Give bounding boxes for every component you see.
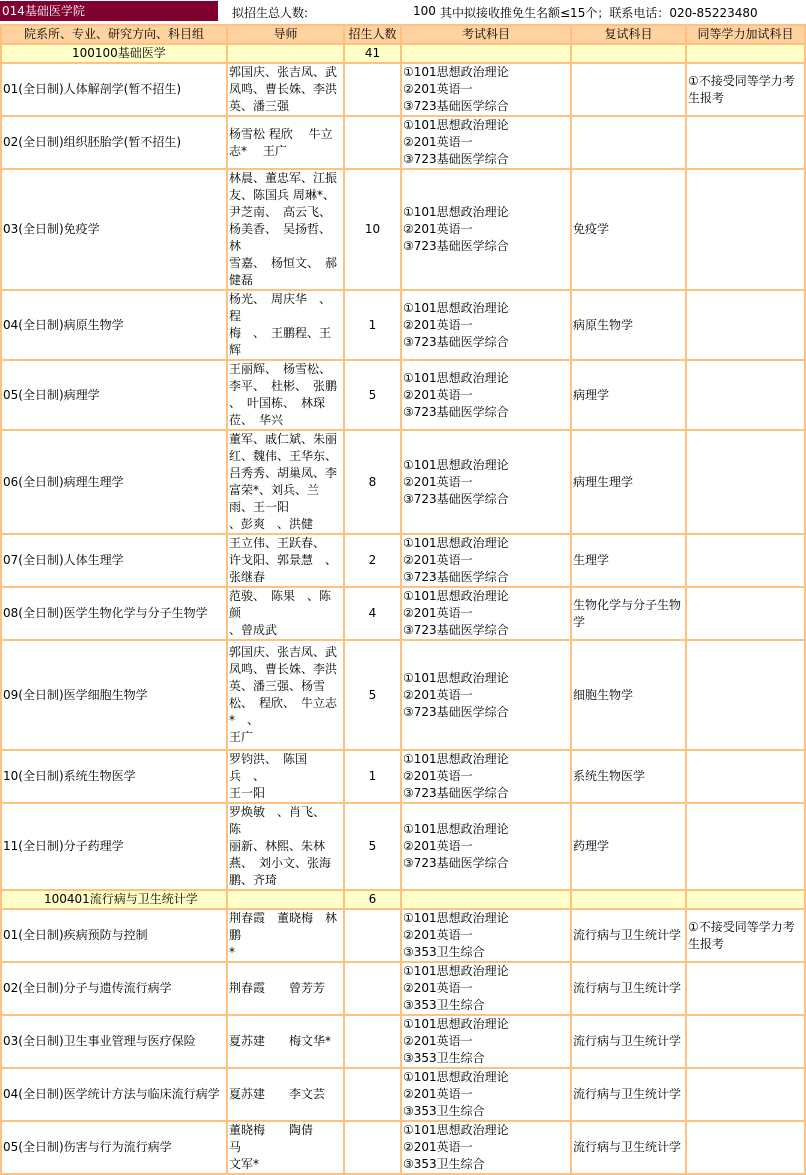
table-row bbox=[2, 910, 804, 961]
retest-cell: 流行病与卫生统计学 bbox=[572, 1016, 685, 1067]
advisor-line: 王广 bbox=[229, 730, 254, 744]
advisor-line: 荆春霞 曾芳芳 bbox=[229, 981, 326, 995]
direction-cell: 02(全日制)分子与遗传流行病学 bbox=[2, 963, 226, 1014]
exam-subject-line: ③723基础医学综合 bbox=[403, 239, 509, 253]
retest-cell: 病原生物学 bbox=[572, 291, 685, 359]
column-header: 同等学力加试科目 bbox=[687, 26, 804, 43]
retest-cell: 流行病与卫生统计学 bbox=[572, 1122, 685, 1173]
advisors-cell bbox=[228, 361, 343, 429]
table-row bbox=[2, 751, 804, 802]
advisors-cell bbox=[228, 804, 343, 889]
retest-cell: 系统生物医学 bbox=[572, 751, 685, 802]
advisor-line: 莅、 华兴 bbox=[229, 413, 284, 427]
exam-subjects-cell bbox=[402, 963, 570, 1014]
major-title-text: 100100基础医学 bbox=[72, 46, 166, 60]
exam-subject-line: ①101思想政治理论 bbox=[403, 370, 509, 385]
exam-subject-line: ②201英语一 bbox=[403, 387, 473, 402]
major-empty-cell bbox=[687, 45, 804, 62]
advisor-line: 罗焕敏 、肖飞、 陈 bbox=[229, 805, 332, 836]
extra-exam-cell bbox=[687, 361, 804, 429]
count-cell: 1 bbox=[345, 751, 400, 802]
direction-cell: 04(全日制)病原生物学 bbox=[2, 291, 226, 359]
column-header: 考试科目 bbox=[402, 26, 570, 43]
table-row bbox=[2, 117, 804, 168]
exam-subject-line: ③723基础医学综合 bbox=[403, 704, 509, 719]
direction-cell: 11(全日制)分子药理学 bbox=[2, 804, 226, 889]
exam-subject-line: ②201英语一 bbox=[403, 553, 473, 567]
direction-cell: 01(全日制)人体解剖学(暂不招生) bbox=[2, 64, 226, 115]
retest-cell: 生理学 bbox=[572, 535, 685, 586]
direction-cell: 01(全日制)疾病预防与控制 bbox=[2, 910, 226, 961]
major-row bbox=[2, 891, 804, 908]
table-row bbox=[2, 1122, 804, 1173]
advisors-cell bbox=[228, 588, 343, 639]
exam-subject-line: ②201英语一 bbox=[403, 82, 473, 96]
table-row bbox=[2, 170, 804, 289]
table-row bbox=[2, 1016, 804, 1067]
table-row bbox=[2, 431, 804, 533]
advisor-line: 、 叶国栋、 林琛 bbox=[229, 396, 326, 410]
extra-exam-cell bbox=[687, 1122, 804, 1173]
advisor-line: * 、 bbox=[229, 713, 260, 727]
exam-subject-line: ①101思想政治理论 bbox=[403, 911, 509, 925]
quota-note: 其中拟接收推免生名额≤15个；联系电话：020-85223480 bbox=[440, 6, 758, 20]
retest-cell: 细胞生物学 bbox=[572, 641, 685, 749]
advisor-line: 松、 程欣、 牛立志 bbox=[229, 696, 338, 710]
exam-subjects-cell bbox=[402, 64, 570, 115]
exam-subject-line: ③723基础医学综合 bbox=[403, 99, 509, 113]
retest-cell: 流行病与卫生统计学 bbox=[572, 1069, 685, 1120]
advisor-line: 王丽辉、 杨雪松、 bbox=[229, 362, 332, 376]
retest-cell: 药理学 bbox=[572, 804, 685, 889]
extra-exam-cell bbox=[687, 170, 804, 289]
retest-cell: 生物化学与分子生物学 bbox=[572, 588, 685, 639]
advisor-line: 雪嘉、 杨恒文、 郝 bbox=[229, 256, 338, 270]
page-header bbox=[0, 0, 806, 22]
advisors-cell bbox=[228, 641, 343, 749]
exam-subjects-cell bbox=[402, 535, 570, 586]
quota-value: 100 bbox=[413, 4, 436, 18]
exam-subject-line: ③723基础医学综合 bbox=[403, 570, 509, 584]
direction-cell: 05(全日制)伤害与行为流行病学 bbox=[2, 1122, 226, 1173]
retest-cell bbox=[572, 117, 685, 168]
advisors-cell bbox=[228, 963, 343, 1014]
advisor-line: * bbox=[229, 945, 235, 959]
department-title: 014基础医学院 bbox=[0, 1, 218, 21]
exam-subjects-cell bbox=[402, 1122, 570, 1173]
exam-subject-line: ③353卫生综合 bbox=[403, 1157, 485, 1171]
count-cell: 4 bbox=[345, 588, 400, 639]
advisor-line: 王立伟、王跃春、 bbox=[229, 536, 326, 550]
major-empty-cell bbox=[228, 45, 343, 62]
count-cell: 2 bbox=[345, 535, 400, 586]
direction-cell: 08(全日制)医学生物化学与分子生物学 bbox=[2, 588, 226, 639]
advisor-line: 文军* bbox=[229, 1157, 260, 1171]
extra-exam-cell bbox=[687, 588, 804, 639]
exam-subject-line: ②201英语一 bbox=[403, 981, 473, 995]
extra-exam-cell: ①不接受同等学力考生报考 bbox=[687, 64, 804, 115]
extra-exam-cell bbox=[687, 963, 804, 1014]
advisors-cell bbox=[228, 1069, 343, 1120]
count-cell bbox=[345, 963, 400, 1014]
extra-exam-cell bbox=[687, 1016, 804, 1067]
advisor-line: 杨美香、 吴扬哲、 bbox=[229, 222, 332, 236]
advisor-line: 杨雪松 程欣 牛立 bbox=[229, 126, 333, 141]
table-row bbox=[2, 64, 804, 115]
advisors-cell bbox=[228, 1122, 343, 1173]
exam-subjects-cell bbox=[402, 1016, 570, 1067]
extra-exam-cell bbox=[687, 117, 804, 168]
exam-subject-line: ②201英语一 bbox=[403, 474, 473, 489]
advisor-line: 凤鸣、曹长姝、李洪 bbox=[229, 82, 338, 96]
exam-subject-line: ③723基础医学综合 bbox=[403, 491, 509, 506]
extra-exam-cell bbox=[687, 1069, 804, 1120]
major-row bbox=[2, 45, 804, 62]
column-header: 导师 bbox=[228, 26, 343, 43]
advisor-line: 鹏、齐琦 bbox=[229, 873, 278, 887]
exam-subject-line: ①101思想政治理论 bbox=[403, 589, 509, 603]
advisor-line: 许戈阳、郭景慧 、 bbox=[229, 553, 338, 567]
count-cell: 5 bbox=[345, 361, 400, 429]
exam-subjects-cell bbox=[402, 431, 570, 533]
advisor-line: 富荣*、刘兵、兰 bbox=[229, 483, 320, 497]
advisor-line: 郭国庆、张吉凤、武 bbox=[229, 65, 338, 79]
advisors-cell bbox=[228, 1016, 343, 1067]
major-empty-cell bbox=[228, 891, 343, 908]
advisor-line: 英、潘三强、杨雪 bbox=[229, 679, 326, 693]
count-cell: 5 bbox=[345, 804, 400, 889]
direction-cell: 02(全日制)组织胚胎学(暂不招生) bbox=[2, 117, 226, 168]
extra-exam-cell: ①不接受同等学力考生报考 bbox=[687, 910, 804, 961]
advisor-line: 李平、 杜彬、 张鹏 bbox=[229, 379, 338, 393]
advisor-line: 董军、戚仁斌、朱丽 bbox=[229, 432, 338, 446]
exam-subject-line: ②201英语一 bbox=[403, 222, 473, 236]
extra-exam-cell bbox=[687, 751, 804, 802]
major-count: 41 bbox=[345, 45, 400, 62]
extra-exam-cell bbox=[687, 804, 804, 889]
retest-cell: 病理学 bbox=[572, 361, 685, 429]
retest-cell: 流行病与卫生统计学 bbox=[572, 963, 685, 1014]
exam-subject-line: ①101思想政治理论 bbox=[403, 205, 509, 219]
exam-subject-line: ③723基础医学综合 bbox=[403, 334, 509, 349]
retest-cell: 免疫学 bbox=[572, 170, 685, 289]
exam-subject-line: ②201英语一 bbox=[403, 606, 473, 620]
advisor-line: 尹芝南、 高云飞、 bbox=[229, 205, 332, 219]
admissions-table bbox=[0, 24, 806, 1175]
direction-cell: 05(全日制)病理学 bbox=[2, 361, 226, 429]
exam-subject-line: ③353卫生综合 bbox=[403, 998, 485, 1012]
retest-cell bbox=[572, 64, 685, 115]
direction-cell: 03(全日制)免疫学 bbox=[2, 170, 226, 289]
table-header-row bbox=[2, 26, 804, 43]
exam-subject-line: ①101思想政治理论 bbox=[403, 670, 509, 685]
exam-subjects-cell bbox=[402, 641, 570, 749]
extra-exam-cell bbox=[687, 535, 804, 586]
exam-subjects-cell bbox=[402, 804, 570, 889]
extra-exam-cell bbox=[687, 291, 804, 359]
advisor-line: 红、魏伟、王华东、 bbox=[229, 449, 338, 463]
advisors-cell bbox=[228, 291, 343, 359]
count-cell bbox=[345, 1122, 400, 1173]
count-cell bbox=[345, 910, 400, 961]
advisor-line: 吕秀秀、胡巢凤、李 bbox=[229, 466, 338, 480]
advisor-line: 燕、 刘小文、张海 bbox=[229, 856, 332, 870]
major-empty-cell bbox=[572, 45, 685, 62]
advisors-cell bbox=[228, 751, 343, 802]
exam-subjects-cell bbox=[402, 170, 570, 289]
exam-subjects-cell bbox=[402, 291, 570, 359]
retest-cell: 流行病与卫生统计学 bbox=[572, 910, 685, 961]
advisors-cell bbox=[228, 64, 343, 115]
advisor-line: 、曾成武 bbox=[229, 623, 278, 637]
count-cell: 1 bbox=[345, 291, 400, 359]
table-row bbox=[2, 361, 804, 429]
advisor-line: 健磊 bbox=[229, 273, 254, 287]
advisors-cell bbox=[228, 431, 343, 533]
exam-subjects-cell bbox=[402, 1069, 570, 1120]
advisor-line: 英、潘三强 bbox=[229, 99, 290, 113]
exam-subject-line: ②201英语一 bbox=[403, 317, 473, 332]
direction-cell: 06(全日制)病理生理学 bbox=[2, 431, 226, 533]
exam-subject-line: ②201英语一 bbox=[403, 769, 473, 783]
exam-subject-line: ①101思想政治理论 bbox=[403, 118, 509, 132]
major-empty-cell bbox=[687, 891, 804, 908]
exam-subjects-cell bbox=[402, 588, 570, 639]
count-cell: 8 bbox=[345, 431, 400, 533]
exam-subject-line: ②201英语一 bbox=[403, 1034, 473, 1048]
table-row bbox=[2, 291, 804, 359]
exam-subject-line: ③723基础医学综合 bbox=[403, 856, 509, 870]
exam-subject-line: ①101思想政治理论 bbox=[403, 1123, 509, 1137]
column-header: 复试科目 bbox=[572, 26, 685, 43]
exam-subject-line: ③723基础医学综合 bbox=[403, 623, 509, 637]
exam-subject-line: ③353卫生综合 bbox=[403, 1051, 485, 1065]
advisors-cell bbox=[228, 117, 343, 168]
advisor-line: 丽新、林熙、朱林 bbox=[229, 839, 326, 853]
exam-subjects-cell bbox=[402, 910, 570, 961]
advisor-line: 林 bbox=[229, 239, 242, 253]
table-row bbox=[2, 1069, 804, 1120]
exam-subjects-cell bbox=[402, 751, 570, 802]
table-row bbox=[2, 963, 804, 1014]
direction-cell: 07(全日制)人体生理学 bbox=[2, 535, 226, 586]
advisor-line: 夏苏建 梅文华* bbox=[229, 1034, 332, 1048]
exam-subject-line: ①101思想政治理论 bbox=[403, 457, 509, 472]
advisors-cell bbox=[228, 535, 343, 586]
advisor-line: 罗钧洪、 陈国兵 、 bbox=[229, 752, 308, 783]
advisor-line: 、彭爽 、洪健 bbox=[229, 517, 314, 531]
count-cell bbox=[345, 1016, 400, 1067]
advisor-line: 夏苏建 李文芸 bbox=[229, 1087, 326, 1101]
advisor-line: 志* 王广 bbox=[229, 143, 287, 158]
advisor-line: 张继春 bbox=[229, 570, 266, 584]
advisor-line: 荆春霞 董晓梅 林鹏 bbox=[229, 911, 338, 942]
exam-subject-line: ①101思想政治理论 bbox=[403, 65, 509, 79]
count-cell: 10 bbox=[345, 170, 400, 289]
exam-subject-line: ①101思想政治理论 bbox=[403, 964, 509, 978]
direction-cell: 09(全日制)医学细胞生物学 bbox=[2, 641, 226, 749]
table-row bbox=[2, 588, 804, 639]
extra-exam-cell bbox=[687, 431, 804, 533]
count-cell bbox=[345, 117, 400, 168]
exam-subject-line: ①101思想政治理论 bbox=[403, 822, 509, 836]
exam-subject-line: ②201英语一 bbox=[403, 135, 473, 149]
major-empty-cell bbox=[572, 891, 685, 908]
advisor-line: 梅 、 王鹏程、王辉 bbox=[229, 326, 332, 357]
table-row bbox=[2, 535, 804, 586]
exam-subject-line: ②201英语一 bbox=[403, 1140, 473, 1154]
major-empty-cell bbox=[402, 891, 570, 908]
advisors-cell bbox=[228, 910, 343, 961]
major-empty-cell bbox=[402, 45, 570, 62]
major-title-text: 100401流行病与卫生统计学 bbox=[44, 892, 198, 906]
advisors-cell bbox=[228, 170, 343, 289]
exam-subject-line: ①101思想政治理论 bbox=[403, 1017, 509, 1031]
count-cell bbox=[345, 64, 400, 115]
exam-subject-line: ②201英语一 bbox=[403, 928, 473, 942]
advisor-line: 杨光、 周庆华 、程 bbox=[229, 292, 332, 323]
quota-label: 拟招生总人数: bbox=[232, 6, 309, 20]
count-cell bbox=[345, 1069, 400, 1120]
major-title bbox=[2, 45, 226, 62]
advisor-line: 董晓梅 陶倩 马 bbox=[229, 1123, 338, 1154]
advisor-line: 王一阳 bbox=[229, 786, 266, 800]
major-title bbox=[2, 891, 226, 908]
exam-subject-line: ②201英语一 bbox=[403, 687, 473, 702]
major-count: 6 bbox=[345, 891, 400, 908]
table-row bbox=[2, 641, 804, 749]
advisor-line: 友、陈国兵 周琳*、 bbox=[229, 188, 335, 202]
exam-subject-line: ②201英语一 bbox=[403, 1087, 473, 1101]
advisor-line: 雨、王一阳 bbox=[229, 500, 290, 514]
exam-subject-line: ③353卫生综合 bbox=[403, 1104, 485, 1118]
column-header: 院系所、专业、研究方向、科目组 bbox=[2, 26, 226, 43]
direction-cell: 03(全日制)卫生事业管理与医疗保险 bbox=[2, 1016, 226, 1067]
advisor-line: 范骏、 陈果 、陈颜 bbox=[229, 589, 332, 620]
exam-subject-line: ①101思想政治理论 bbox=[403, 1070, 509, 1084]
retest-cell: 病理生理学 bbox=[572, 431, 685, 533]
exam-subject-line: ③353卫生综合 bbox=[403, 945, 485, 959]
count-cell: 5 bbox=[345, 641, 400, 749]
table-row bbox=[2, 804, 804, 889]
exam-subject-line: ①101思想政治理论 bbox=[403, 752, 509, 766]
exam-subject-line: ①101思想政治理论 bbox=[403, 300, 509, 315]
advisor-line: 郭国庆、张吉凤、武 bbox=[229, 645, 338, 659]
direction-cell: 10(全日制)系统生物医学 bbox=[2, 751, 226, 802]
exam-subject-line: ③723基础医学综合 bbox=[403, 152, 509, 166]
exam-subject-line: ②201英语一 bbox=[403, 839, 473, 853]
advisor-line: 林晨、董忠军、江振 bbox=[229, 171, 338, 185]
advisor-line: 凤鸣、曹长姝、李洪 bbox=[229, 662, 338, 676]
exam-subjects-cell bbox=[402, 117, 570, 168]
exam-subjects-cell bbox=[402, 361, 570, 429]
exam-subject-line: ③723基础医学综合 bbox=[403, 404, 509, 419]
exam-subject-line: ③723基础医学综合 bbox=[403, 786, 509, 800]
exam-subject-line: ①101思想政治理论 bbox=[403, 536, 509, 550]
extra-exam-cell bbox=[687, 641, 804, 749]
direction-cell: 04(全日制)医学统计方法与临床流行病学 bbox=[2, 1069, 226, 1120]
column-header: 招生人数 bbox=[345, 26, 400, 43]
